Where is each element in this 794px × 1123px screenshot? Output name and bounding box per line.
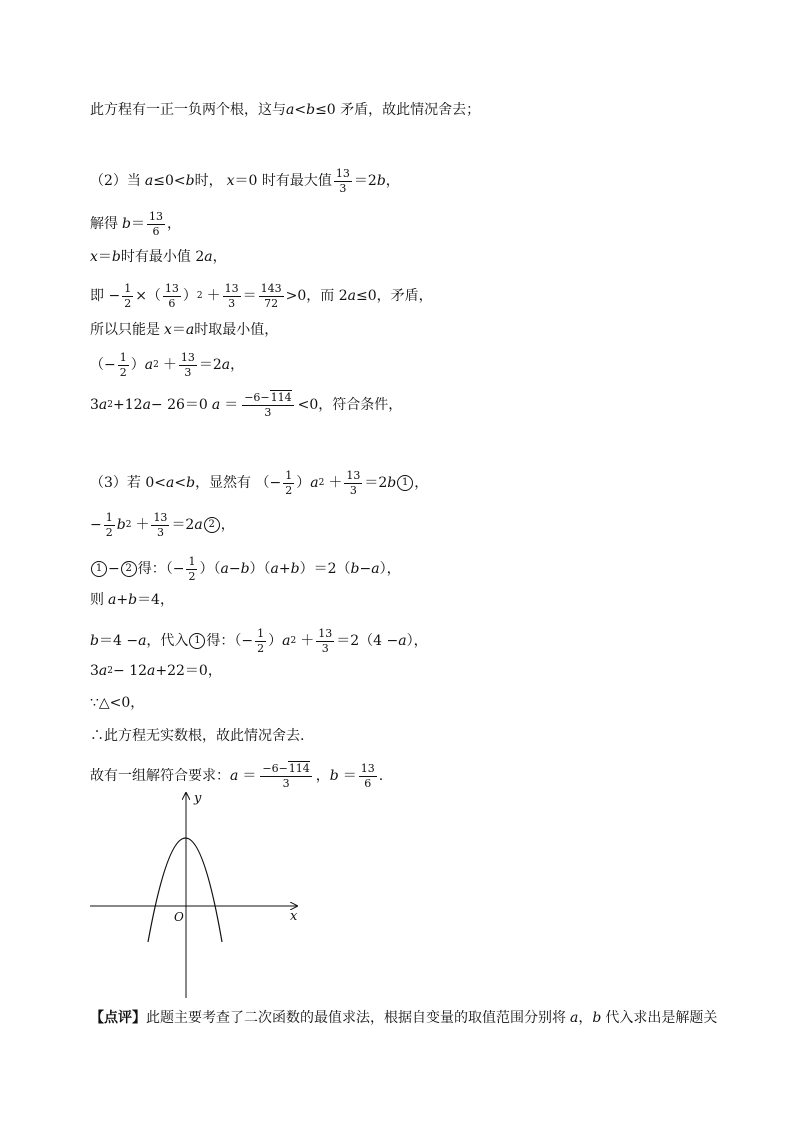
fraction: $\frac{13}{6}$ xyxy=(148,210,163,238)
circled-number: 2 xyxy=(204,517,220,533)
fraction: $\frac{13}{6}$ xyxy=(164,282,179,310)
text-line-10: − $\frac{1}{2}$ b 2 ＋ $\frac{13}{3}$ ＝2 a 2 ， xyxy=(90,511,235,539)
circled-number: 1 xyxy=(189,633,205,649)
text-line-8: 3 a 2 +12 a − 26＝0 a ＝ $\frac{-6-114}{3}$ <0，符合条件， xyxy=(90,391,403,419)
fraction: $\frac{13}{3}$ xyxy=(224,282,239,310)
text-line-1: 此方程有一正一负两个根，这与 a < b ≤0 矛盾，故此情况舍去； xyxy=(90,102,481,118)
fraction: $\frac{13}{3}$ xyxy=(180,351,195,379)
fraction: $\frac{1}{2}$ xyxy=(119,351,127,379)
fraction: $\frac{1}{2}$ xyxy=(124,282,132,310)
text-line-17: 故有一组解符合要求： a ＝ $\frac{-6-114}{3}$ ， b ＝ $\frac{13}{6}$ . xyxy=(90,762,384,790)
y-axis-label: y xyxy=(194,791,202,806)
fraction: $\frac{13}{3}$ xyxy=(346,469,361,497)
parabola-graph xyxy=(85,788,315,1000)
fraction: $\frac{1}{2}$ xyxy=(285,469,293,497)
text-line-16: ∴此方程无实数根，故此情况舍去. xyxy=(90,728,305,744)
circled-number: 1 xyxy=(397,475,413,491)
text-line-4: x ＝ b 时有最小值 2 a ， xyxy=(90,249,227,265)
note-bracket: 【点评】 xyxy=(90,1010,146,1026)
fraction: $\frac{-6-114}{3}$ xyxy=(262,762,310,790)
x-axis-label: x xyxy=(290,909,298,924)
origin-label: O xyxy=(174,910,184,924)
circled-number: 2 xyxy=(121,561,137,577)
fraction: $\frac{13}{6}$ xyxy=(360,762,375,790)
fraction: $\frac{13}{3}$ xyxy=(318,627,333,655)
fraction: $\frac{1}{2}$ xyxy=(105,511,113,539)
text-line-15: ∵△<0， xyxy=(90,695,145,711)
text-line-3: 解得 b ＝ $\frac{13}{6}$ ， xyxy=(90,210,181,238)
fraction: $\frac{13}{3}$ xyxy=(335,167,350,195)
text-line-14: 3 a 2 − 12 a +22＝0， xyxy=(90,663,222,679)
text-line-2: （2）当 a ≤0< b 时， x ＝0 时有最大值 $\frac{13}{3}$ ＝2 b ， xyxy=(90,167,400,195)
fraction: $\frac{143}{72}$ xyxy=(260,282,282,310)
fraction: $\frac{-6-114}{3}$ xyxy=(244,391,292,419)
circled-number: 1 xyxy=(91,561,107,577)
fraction: $\frac{1}{2}$ xyxy=(257,627,265,655)
comment-note: 【点评】此题主要考查了二次函数的最值求法，根据自变量的取值范围分别将 a，b 代入求出是解题关 xyxy=(90,1010,718,1026)
fraction: $\frac{13}{3}$ xyxy=(153,511,168,539)
text-line-9: （3）若 0< a < b ，显然有 （− $\frac{1}{2}$ ） a 2 ＋ $\frac{13}{3}$ ＝2 b 1 ， xyxy=(90,469,429,497)
text-line-7: （− $\frac{1}{2}$ ） a 2 ＋ $\frac{13}{3}$ ＝2 a ， xyxy=(90,351,245,379)
text-line-5: 即 − $\frac{1}{2}$ ×（ $\frac{13}{6}$ ） 2 ＋ $\frac{13}{3}$ ＝ $\frac{143}{72}$ >0，而 2 a ≤0，矛盾， xyxy=(90,282,433,310)
text-line-12: 则 a + b ＝4， xyxy=(90,592,174,608)
text-line-11: 1 − 2 得：（− $\frac{1}{2}$ ）（ a − b ）（ a + b ）＝2（ b − a ）， xyxy=(90,556,401,582)
parabola-curve xyxy=(148,838,222,942)
text-line-13: b ＝4 − a ，代入 1 得：（− $\frac{1}{2}$ ） a 2 ＋ $\frac{13}{3}$ ＝2（4 − a ）， xyxy=(90,627,428,655)
text-line-6: 所以只能是 x ＝ a 时取最小值， xyxy=(90,322,279,338)
note-text: 此题主要考查了二次函数的最值求法，根据自变量的取值范围分别将 xyxy=(146,1010,566,1026)
fraction: $\frac{1}{2}$ xyxy=(188,555,196,583)
